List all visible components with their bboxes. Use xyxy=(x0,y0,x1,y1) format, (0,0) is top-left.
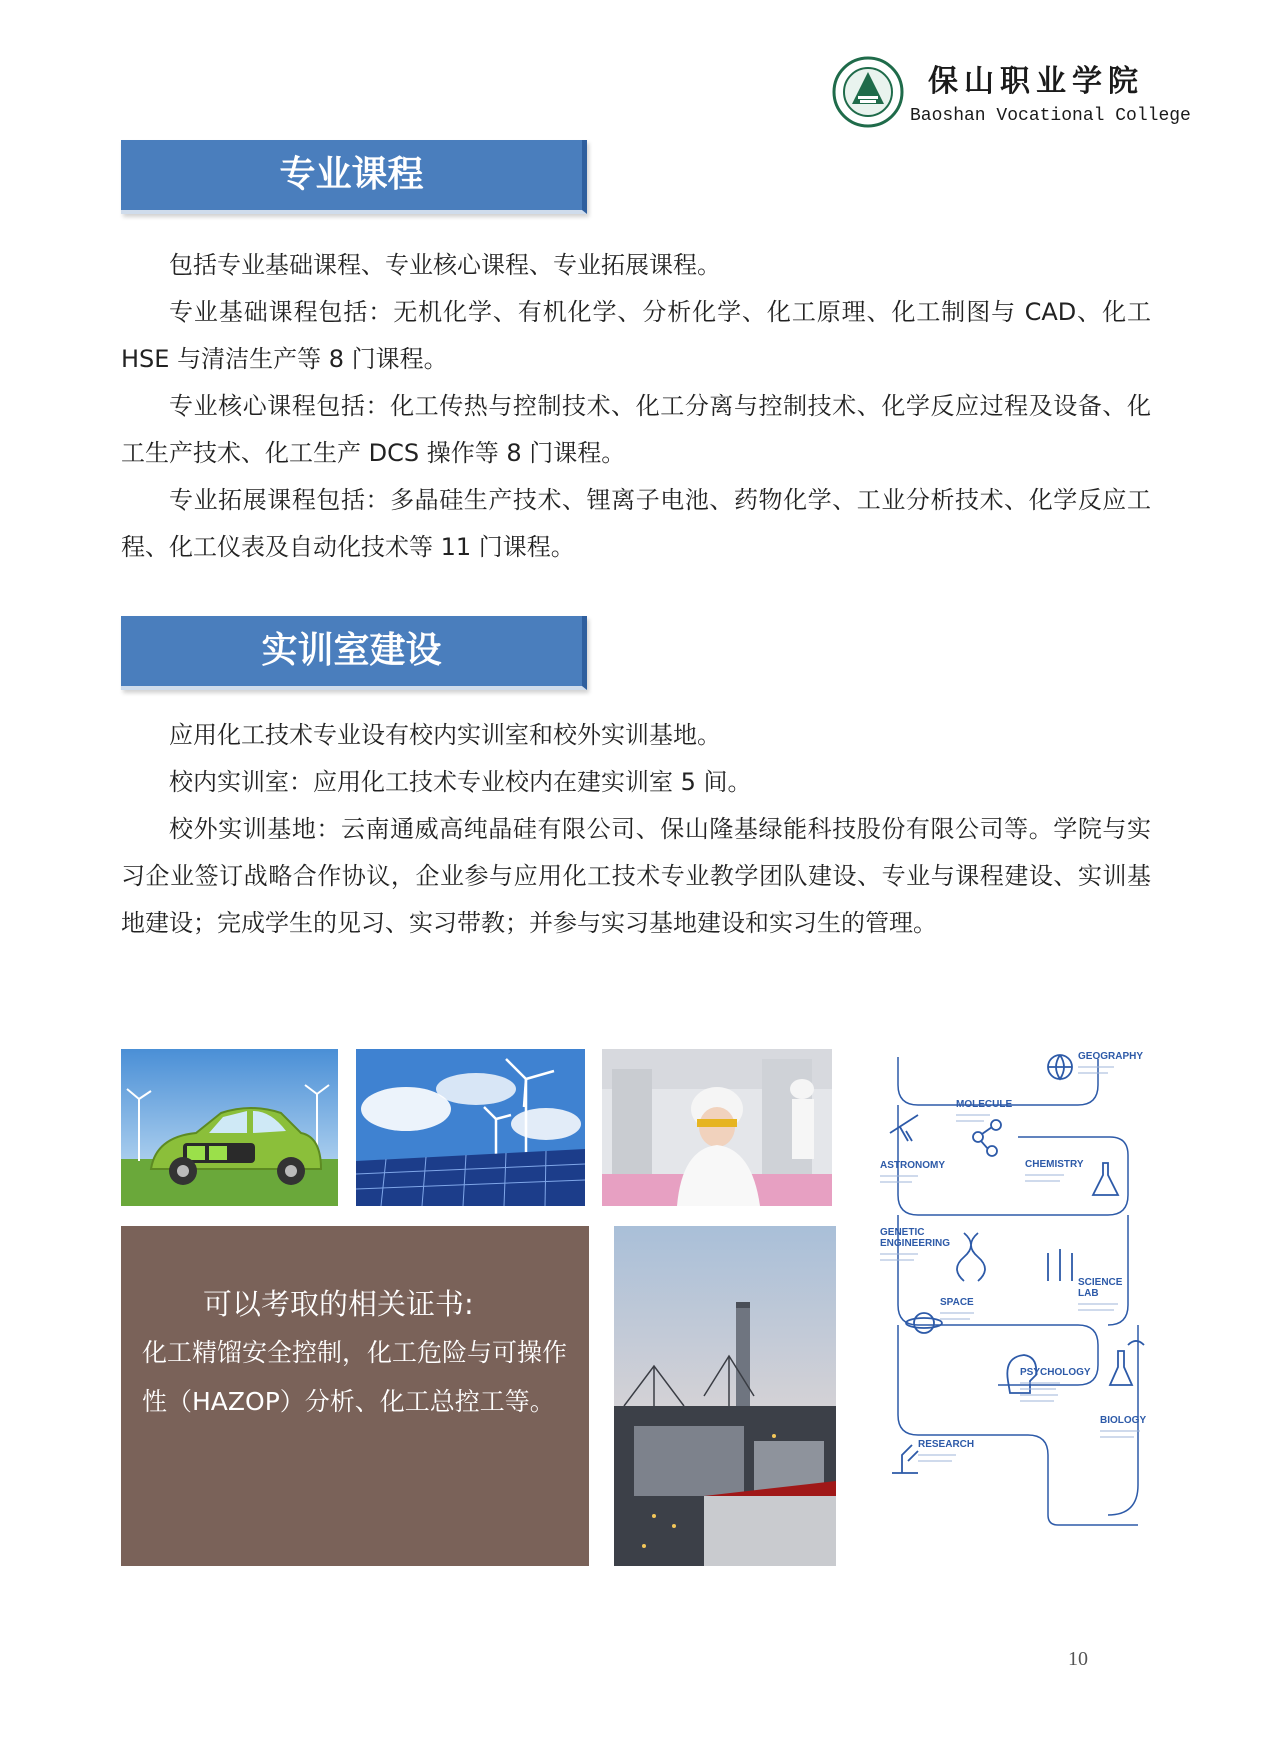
infographic-label: LAB xyxy=(1078,1288,1099,1299)
power-plant-photo xyxy=(614,1226,836,1566)
infographic-label: GEOGRAPHY xyxy=(1078,1051,1144,1062)
page-number: 10 xyxy=(1068,1648,1088,1670)
training-text xyxy=(121,712,1151,947)
paragraph: 校内实训室：应用化工技术专业校内在建实训室 5 间。 xyxy=(169,768,752,796)
section-title-text: 专业课程 xyxy=(279,154,424,195)
infographic-label: ENGINEERING xyxy=(880,1238,951,1249)
college-name-en: Baoshan Vocational College xyxy=(910,106,1191,126)
section-title-training xyxy=(121,616,587,690)
section-title-text: 实训室建设 xyxy=(261,630,442,671)
solar-wind-photo xyxy=(356,1049,585,1206)
paragraph: 专业核心课程包括：化工传热与控制技术、化工分离与控制技术、化学反应过程及设备、化工生产技术、化工生产 DCS 操作等 8 门课程。 xyxy=(121,392,1151,467)
infographic-label: MOLECULE xyxy=(956,1099,1013,1110)
paragraph: 专业拓展课程包括：多晶硅生产技术、锂离子电池、药物化学、工业分析技术、化学反应工程、化工仪表及自动化技术等 11 门课程。 xyxy=(121,486,1151,561)
college-logo xyxy=(832,56,904,128)
laboratory-photo xyxy=(602,1049,832,1206)
section-title-courses xyxy=(121,140,587,214)
infographic-label: GENETIC xyxy=(880,1227,925,1238)
infographic-label: SCIENCE xyxy=(1078,1277,1123,1288)
college-name-cn: 保山职业学院 xyxy=(928,64,1144,99)
certificate-body: 化工精馏安全控制，化工危险与可操作性（HAZOP）分析、化工总控工等。 xyxy=(142,1338,568,1416)
infographic-label: RESEARCH xyxy=(918,1439,975,1450)
paragraph: 专业基础课程包括：无机化学、有机化学、分析化学、化工原理、化工制图与 CAD、化工 HSE 与清洁生产等 8 门课程。 xyxy=(121,298,1151,373)
paragraph: 包括专业基础课程、专业核心课程、专业拓展课程。 xyxy=(169,251,721,279)
paragraph: 应用化工技术专业设有校内实训室和校外实训基地。 xyxy=(169,721,721,749)
infographic-label: PSYCHOLOGY xyxy=(1020,1367,1091,1378)
paragraph: 校外实训基地：云南通威高纯晶硅有限公司、保山隆基绿能科技股份有限公司等。学院与实习企业签订战略合作协议，企业参与应用化工技术专业教学团队建设、专业与课程建设、实训基地建设；完成学生的见习、实习带教；并参与实习基地建设和实习生的管理。 xyxy=(121,815,1151,937)
courses-text xyxy=(121,242,1151,571)
electric-car-photo xyxy=(121,1049,338,1206)
infographic-label: CHEMISTRY xyxy=(1025,1159,1084,1170)
certificate-box xyxy=(121,1226,589,1566)
science-infographic xyxy=(878,1045,1162,1527)
infographic-label: BIOLOGY xyxy=(1100,1415,1147,1426)
certificate-title: 可以考取的相关证书: xyxy=(203,1287,474,1321)
infographic-label: ASTRONOMY xyxy=(880,1160,945,1171)
infographic-label: SPACE xyxy=(940,1297,974,1308)
